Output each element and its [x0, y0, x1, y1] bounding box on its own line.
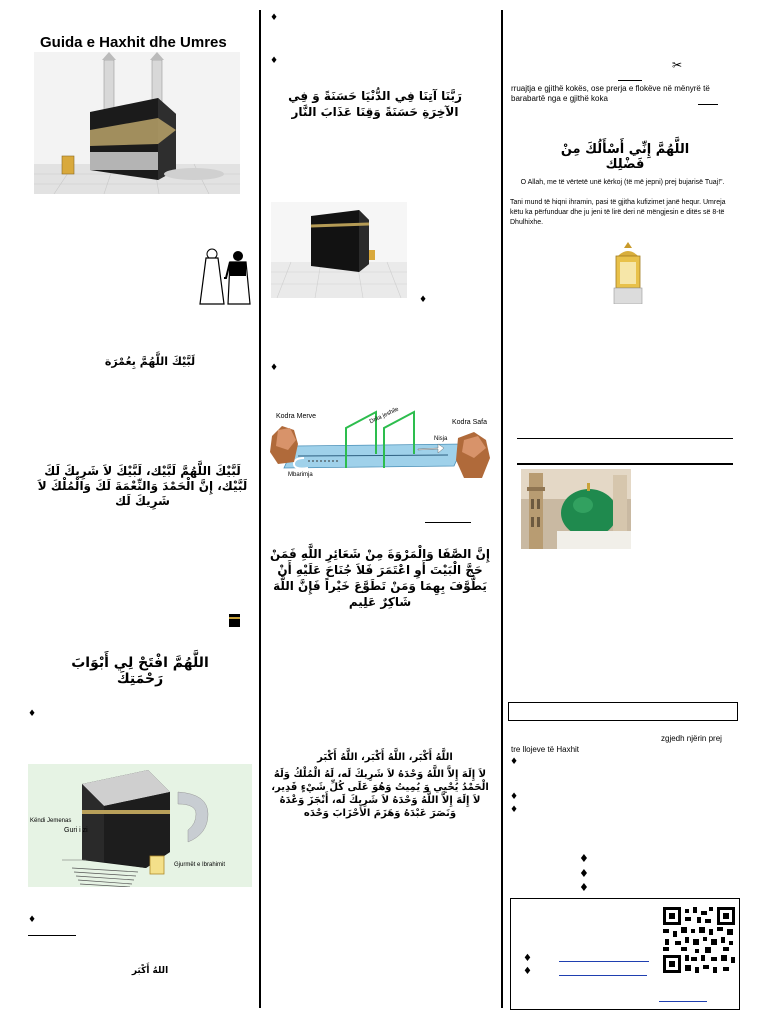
bullet-marker: ♦ — [270, 56, 279, 66]
bullet-marker: ♦ — [270, 13, 279, 23]
label-kodra-merve: Kodra Merve — [276, 413, 317, 420]
dua-fadl-text: اللَّهُمَّ إِنِّي أَسْأَلُكَ مِنْ فَضْلِك — [560, 142, 690, 172]
rule-line — [28, 935, 76, 936]
verse-safa-marwa-text: إِنَّ الصَّفَا وَالْمَرْوَةَ مِنْ شَعَائِرِ اللَّهِ فَمَنْ حَجَّ الْبَيْتَ أَوِ اعْتَمَرَ فَلاَ جُنَاحَ عَلَيْهِ أَنْ يَطَّوَّفَ بِهِمَا وَمَنْ تَطَوَّعَ خَيْراً فَإِنَّ اللَّهَ شَاكِرٌ عَلِيم — [270, 547, 490, 609]
bullet-marker: ♦ — [510, 792, 519, 802]
safa-marwa-diagram — [268, 408, 492, 486]
label-nisja: Nisja — [434, 436, 448, 442]
bullet-marker: ♦ — [579, 852, 589, 865]
bullet-marker: ♦ — [579, 881, 589, 894]
bullet-marker: ♦ — [510, 757, 519, 767]
scissors-icon: ✂ — [672, 58, 683, 72]
bullet-marker: ♦ — [28, 709, 37, 719]
bullet-marker: ♦ — [419, 295, 428, 305]
label-kodra-safa: Kodra Safa — [452, 419, 488, 426]
bullet-marker: ♦ — [523, 953, 532, 964]
qr-code-image — [661, 905, 737, 975]
kaaba-small-icon — [229, 614, 240, 627]
contact-link-2[interactable] — [559, 975, 647, 976]
contact-box — [510, 898, 740, 1010]
bullet-marker: ♦ — [270, 363, 279, 373]
rule-line-thick — [517, 463, 733, 465]
dua-rabbana-text: رَبَّنَا آتِنَا فِي الدُّنْيَا حَسَنَةً وَ فِي الآخِرَةِ حَسَنَةً وَقِنَا عَذَابَ النَّار — [288, 89, 462, 119]
allahu-akbar-text: اللهُ أَكْبَر — [131, 966, 169, 976]
takbir-tahlil-text: لاَ إِلَهَ إِلاَّ اللَّهُ وَحْدَهُ لاَ شَرِيكَ لَه، لَهُ الْمُلْكُ وَلَهُ الْحَمْدُ يُحْيِي وَ يُمِيتُ وَهُوَ عَلَى كُلِّ شَيْءٍ قَدِير، لاَ إِلَهَ إِلاَّ اللَّهُ وَحْدَهُ لاَ شَرِيكَ لَه، أَنْجَزَ وَعْدَهُ وَنَصَرَ عَبْدَهُ وَهَزَمَ الأَحْزَابَ وَحْدَه — [271, 769, 489, 819]
bullet-marker: ♦ — [510, 805, 519, 815]
talbiya-umrah-text: لَبَّيْكَ اللَّهُمَّ بِعُمْرَة — [104, 355, 196, 368]
three-types-text: tre llojeve të Haxhit — [511, 745, 580, 754]
translation-text: O Allah, me të vërtetë unë kërkoj (të më jepni) prej bujarisë Tuaj!”. — [520, 179, 725, 186]
label-kendi-jemenas: Këndi Jemenas — [30, 818, 72, 824]
bullet-marker: ♦ — [579, 867, 589, 880]
bullet-marker: ♦ — [523, 966, 532, 977]
label-drita-jeshile: Drita jeshile — [368, 406, 400, 426]
talbiya-full-text: لَبَّيْكَ اللَّهُمَّ لَبَّيْك، لَبَّيْكَ لاَ شَرِيكَ لَكَ لَبَّيْك، إِنَّ الْحَمْدَ وَالنِّعْمَةَ لَكَ وَالْمُلْكَ لاَ شَرِيكَ لَك — [37, 464, 248, 508]
contact-link-1[interactable] — [559, 961, 649, 962]
column-divider-right — [501, 10, 503, 1008]
label-guri-i-zi: Guri i zi — [64, 827, 88, 834]
kaaba-minarets-image — [34, 52, 240, 194]
pilgrims-figure-image — [196, 248, 254, 306]
bullet-marker: ♦ — [28, 915, 37, 925]
label-mbarimja: Mbarimja — [288, 472, 313, 478]
prophets-mosque-image — [521, 469, 631, 549]
kaaba-tawaf-diagram — [28, 764, 252, 887]
column-divider-left — [259, 10, 261, 1008]
page-title: Guida e Haxhit dhe Umres — [40, 34, 227, 51]
rule-line — [618, 80, 642, 81]
kaaba-image — [271, 202, 407, 298]
ihram-release-text: Tani mund të hiqni ihramin, pasi të gjitha kufizimet janë hequr. Umreja këtu ka përfunduar dhe ju jeni të lirë deri në mëngjesin e ditës së 8-të Dhulhixhe. — [510, 199, 726, 226]
rule-line — [517, 438, 733, 439]
label-gjurmet-ibrahimit: Gjurmët e Ibrahimit — [174, 862, 226, 868]
takbir-line-1: اللَّهُ أَكْبَر، اللَّهُ أَكْبَر، اللَّهُ أَكْبَر — [317, 752, 453, 763]
maqam-lantern-image — [612, 242, 644, 304]
shave-instruction-text: rruajtja e gjithë kokës, ose prerja e flokëve në mënyrë të barabartë nga e gjithë koka — [511, 84, 710, 103]
choose-one-text: zgjedh njërin prej — [661, 734, 722, 743]
rule-line — [425, 522, 471, 523]
rule-line — [698, 104, 718, 105]
dua-open-mercy-text: اللَّهُمَّ افْتَحْ لِي أَبْوَابَ رَحْمَتِكَ — [71, 655, 209, 687]
empty-text-box — [508, 702, 738, 721]
website-link[interactable] — [659, 1001, 707, 1002]
